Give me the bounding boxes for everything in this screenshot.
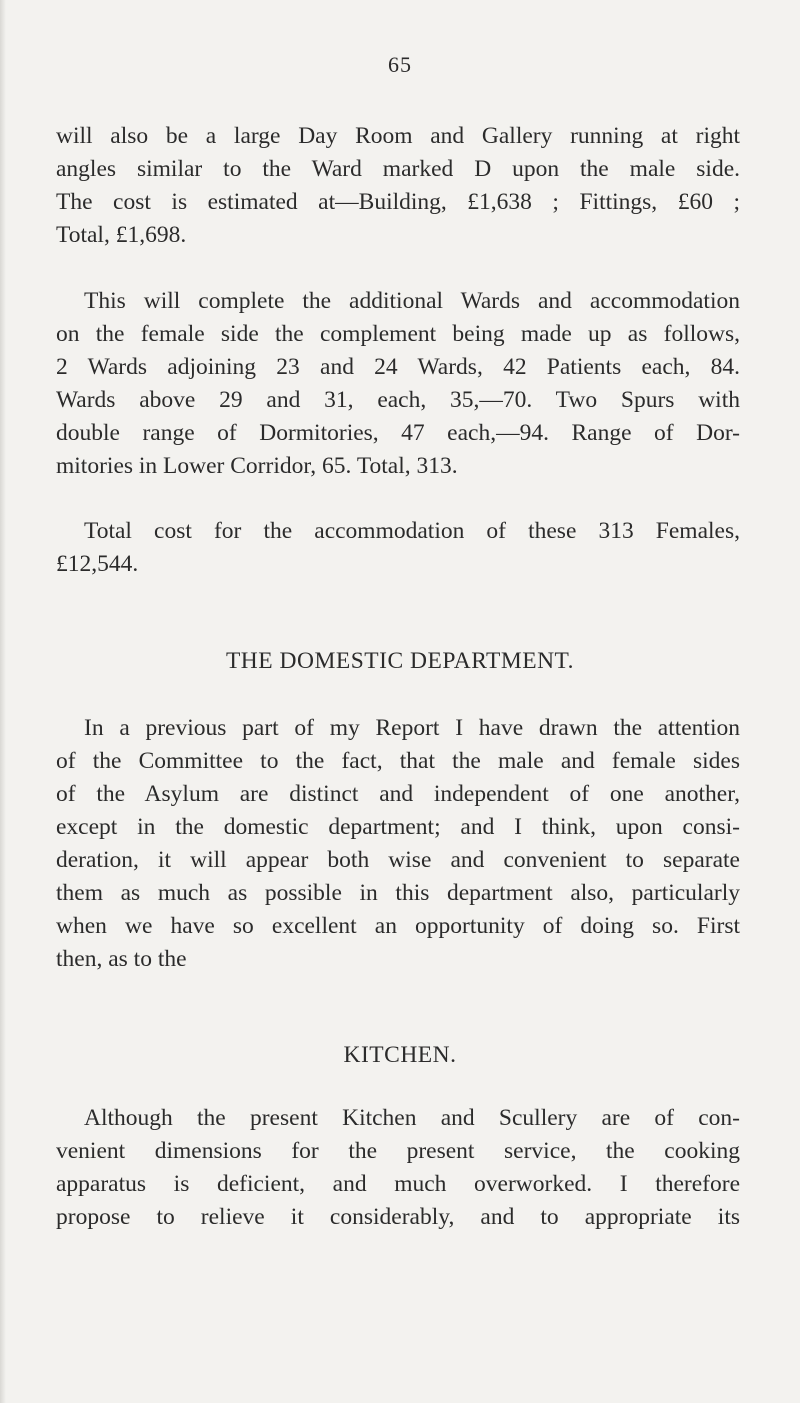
text-line: of the Committee to the fact, that the male and female sides xyxy=(56,748,740,774)
paragraph-additional-wards xyxy=(56,285,740,483)
text-line: This will complete the additional Wards and accommodation xyxy=(84,288,740,314)
text-line: In a previous part of my Report I have drawn the attention xyxy=(84,715,740,741)
section-heading-kitchen: KITCHEN. xyxy=(343,1042,457,1068)
text-line: propose to relieve it considerably, and to appropriate its xyxy=(56,1204,740,1230)
text-line: Total cost for the accommodation of these 313 Females, xyxy=(84,518,740,544)
page-edge-shadow xyxy=(0,0,6,1403)
text-line: angles similar to the Ward marked D upon the male side. xyxy=(56,156,740,182)
text-line: double range of Dormitories, 47 each,—94. Range of Dor- xyxy=(56,420,740,446)
text-line: them as much as possible in this department also, particularly xyxy=(56,880,740,906)
text-line: Total, £1,698. xyxy=(56,222,187,248)
text-line: then, as to the xyxy=(56,946,187,972)
text-line: venient dimensions for the present service, the cooking xyxy=(56,1138,740,1164)
text-line: Although the present Kitchen and Scullery are of con- xyxy=(84,1105,740,1131)
text-line: except in the domestic department; and I think, upon consi- xyxy=(56,814,740,840)
paragraph-domestic-department xyxy=(56,712,740,976)
paragraph-day-room xyxy=(56,120,740,252)
text-line: The cost is estimated at—Building, £1,638 ; Fittings, £60 ; xyxy=(56,189,740,215)
page-number: 65 xyxy=(388,52,412,77)
text-line: apparatus is deficient, and much overworked. I therefore xyxy=(56,1171,740,1197)
section-heading-domestic-department: THE DOMESTIC DEPARTMENT. xyxy=(225,648,575,674)
text-line: mitories in Lower Corridor, 65. Total, 313. xyxy=(56,453,458,479)
paragraph-total-cost xyxy=(56,515,740,581)
text-line: will also be a large Day Room and Gallery running at right xyxy=(56,123,740,149)
text-line: 2 Wards adjoining 23 and 24 Wards, 42 Patients each, 84. xyxy=(56,354,740,380)
paragraph-kitchen xyxy=(56,1102,740,1234)
text-line: when we have so excellent an opportunity of doing so. First xyxy=(56,913,740,939)
text-line: deration, it will appear both wise and convenient to separate xyxy=(56,847,740,873)
text-line: on the female side the complement being made up as follows, xyxy=(56,321,740,347)
text-line: of the Asylum are distinct and independent of one another, xyxy=(56,781,740,807)
text-line: Wards above 29 and 31, each, 35,—70. Two Spurs with xyxy=(56,387,740,413)
text-line: £12,544. xyxy=(56,551,139,577)
